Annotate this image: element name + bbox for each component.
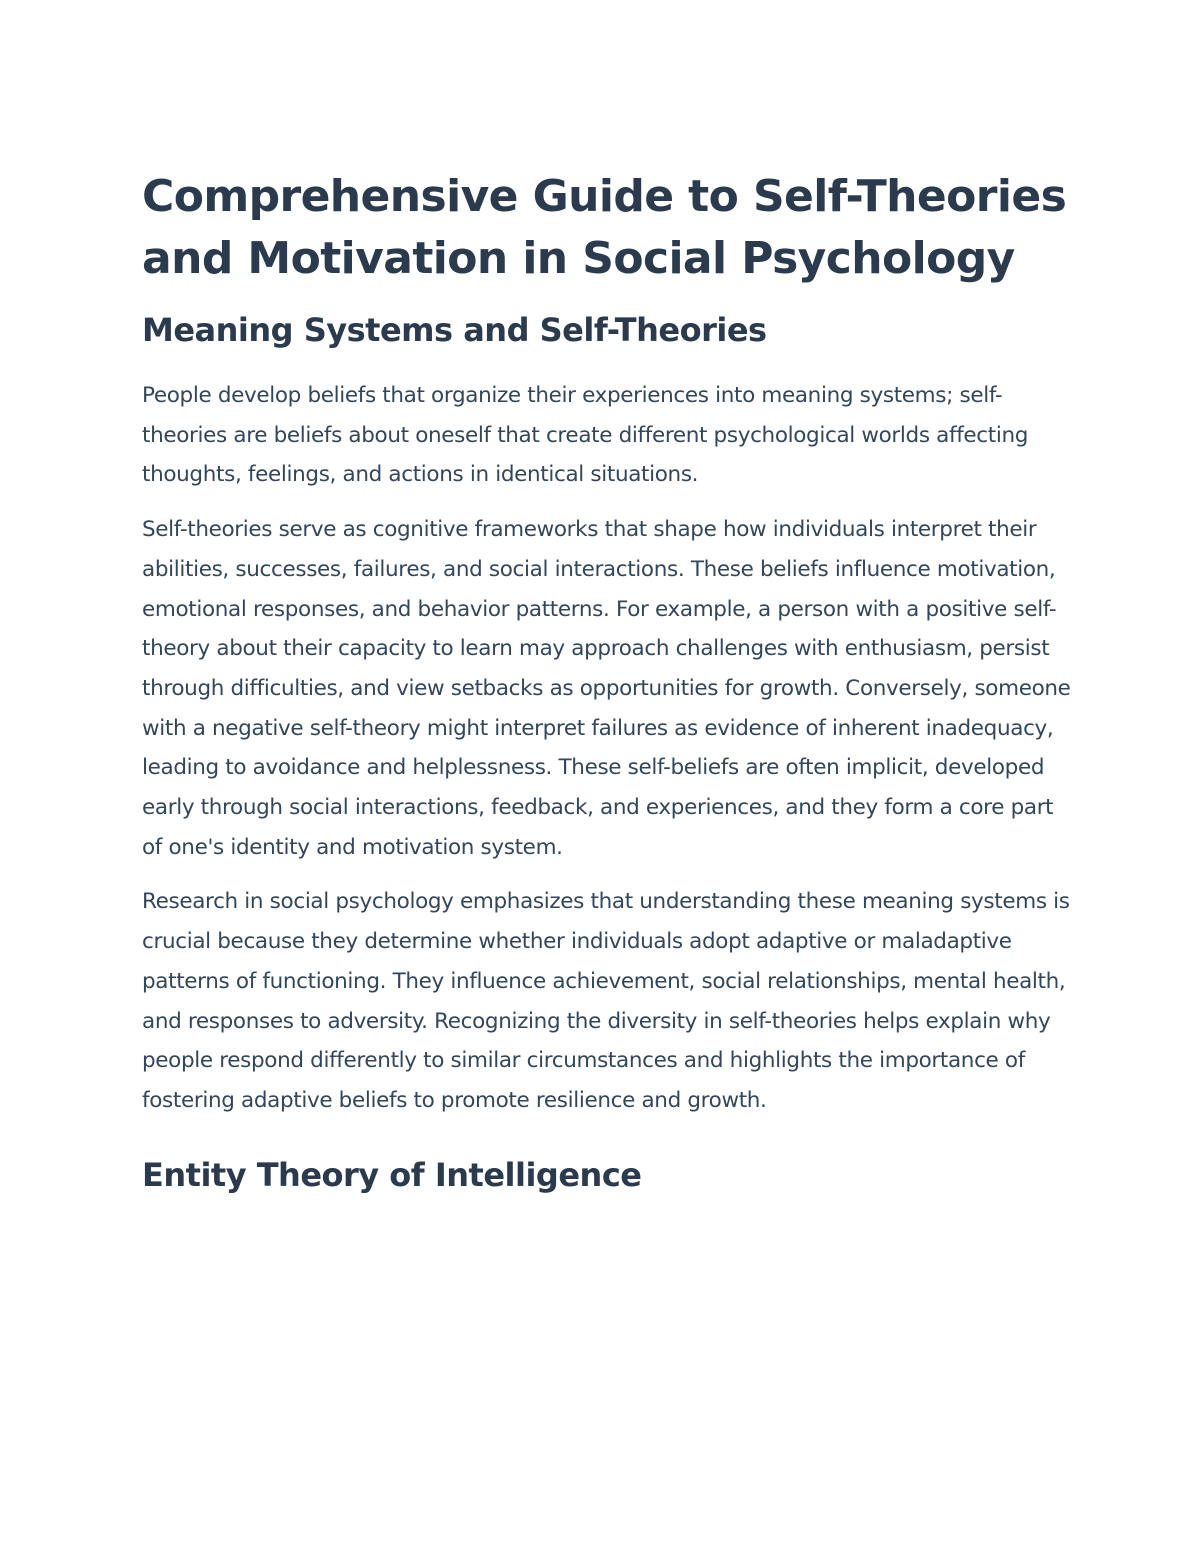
paragraph-research-importance: Research in social psychology emphasizes that understanding these meaning systems is crucial because they determine whether individuals adopt adaptive or maladaptive patterns of functioning. They influence achievement, social relationships, mental health, and responses to adversity. Recognizing the diversity in self-theories helps explain why people respond differently to similar circumstances and highlights the importance of fostering adaptive beliefs to promote resilience and growth. — [142, 889, 1070, 1113]
section-heading-meaning-systems: Meaning Systems and Self-Theories — [142, 311, 767, 349]
section-heading-entity-theory: Entity Theory of Intelligence — [142, 1155, 642, 1194]
document-title: Comprehensive Guide to Self-Theories and Motivation in Social Psychology — [142, 171, 1067, 284]
paragraph-meaning-systems-definition: People develop beliefs that organize their experiences into meaning systems; self-theories are beliefs about oneself that create different psychological worlds affecting thoughts, feelings, and actions in identical situations. — [142, 383, 1029, 488]
paragraph-self-theories-frameworks: Self-theories serve as cognitive frameworks that shape how individuals interpret their abilities, successes, failures, and social interactions. These beliefs influence motivation, emotional responses, and behavior patterns. For example, a person with a positive self-theory about their capacity to learn may approach challenges with enthusiasm, persist through difficulties, and view setbacks as opportunities for growth. Conversely, someone with a negative self-theory might interpret failures as evidence of inherent inadequacy, leading to avoidance and helplessness. These self-beliefs are often implicit, developed early through social interactions, feedback, and experiences, and they form a core part of one's identity and motivation system. — [142, 517, 1071, 860]
document-page — [142, 166, 1072, 1195]
